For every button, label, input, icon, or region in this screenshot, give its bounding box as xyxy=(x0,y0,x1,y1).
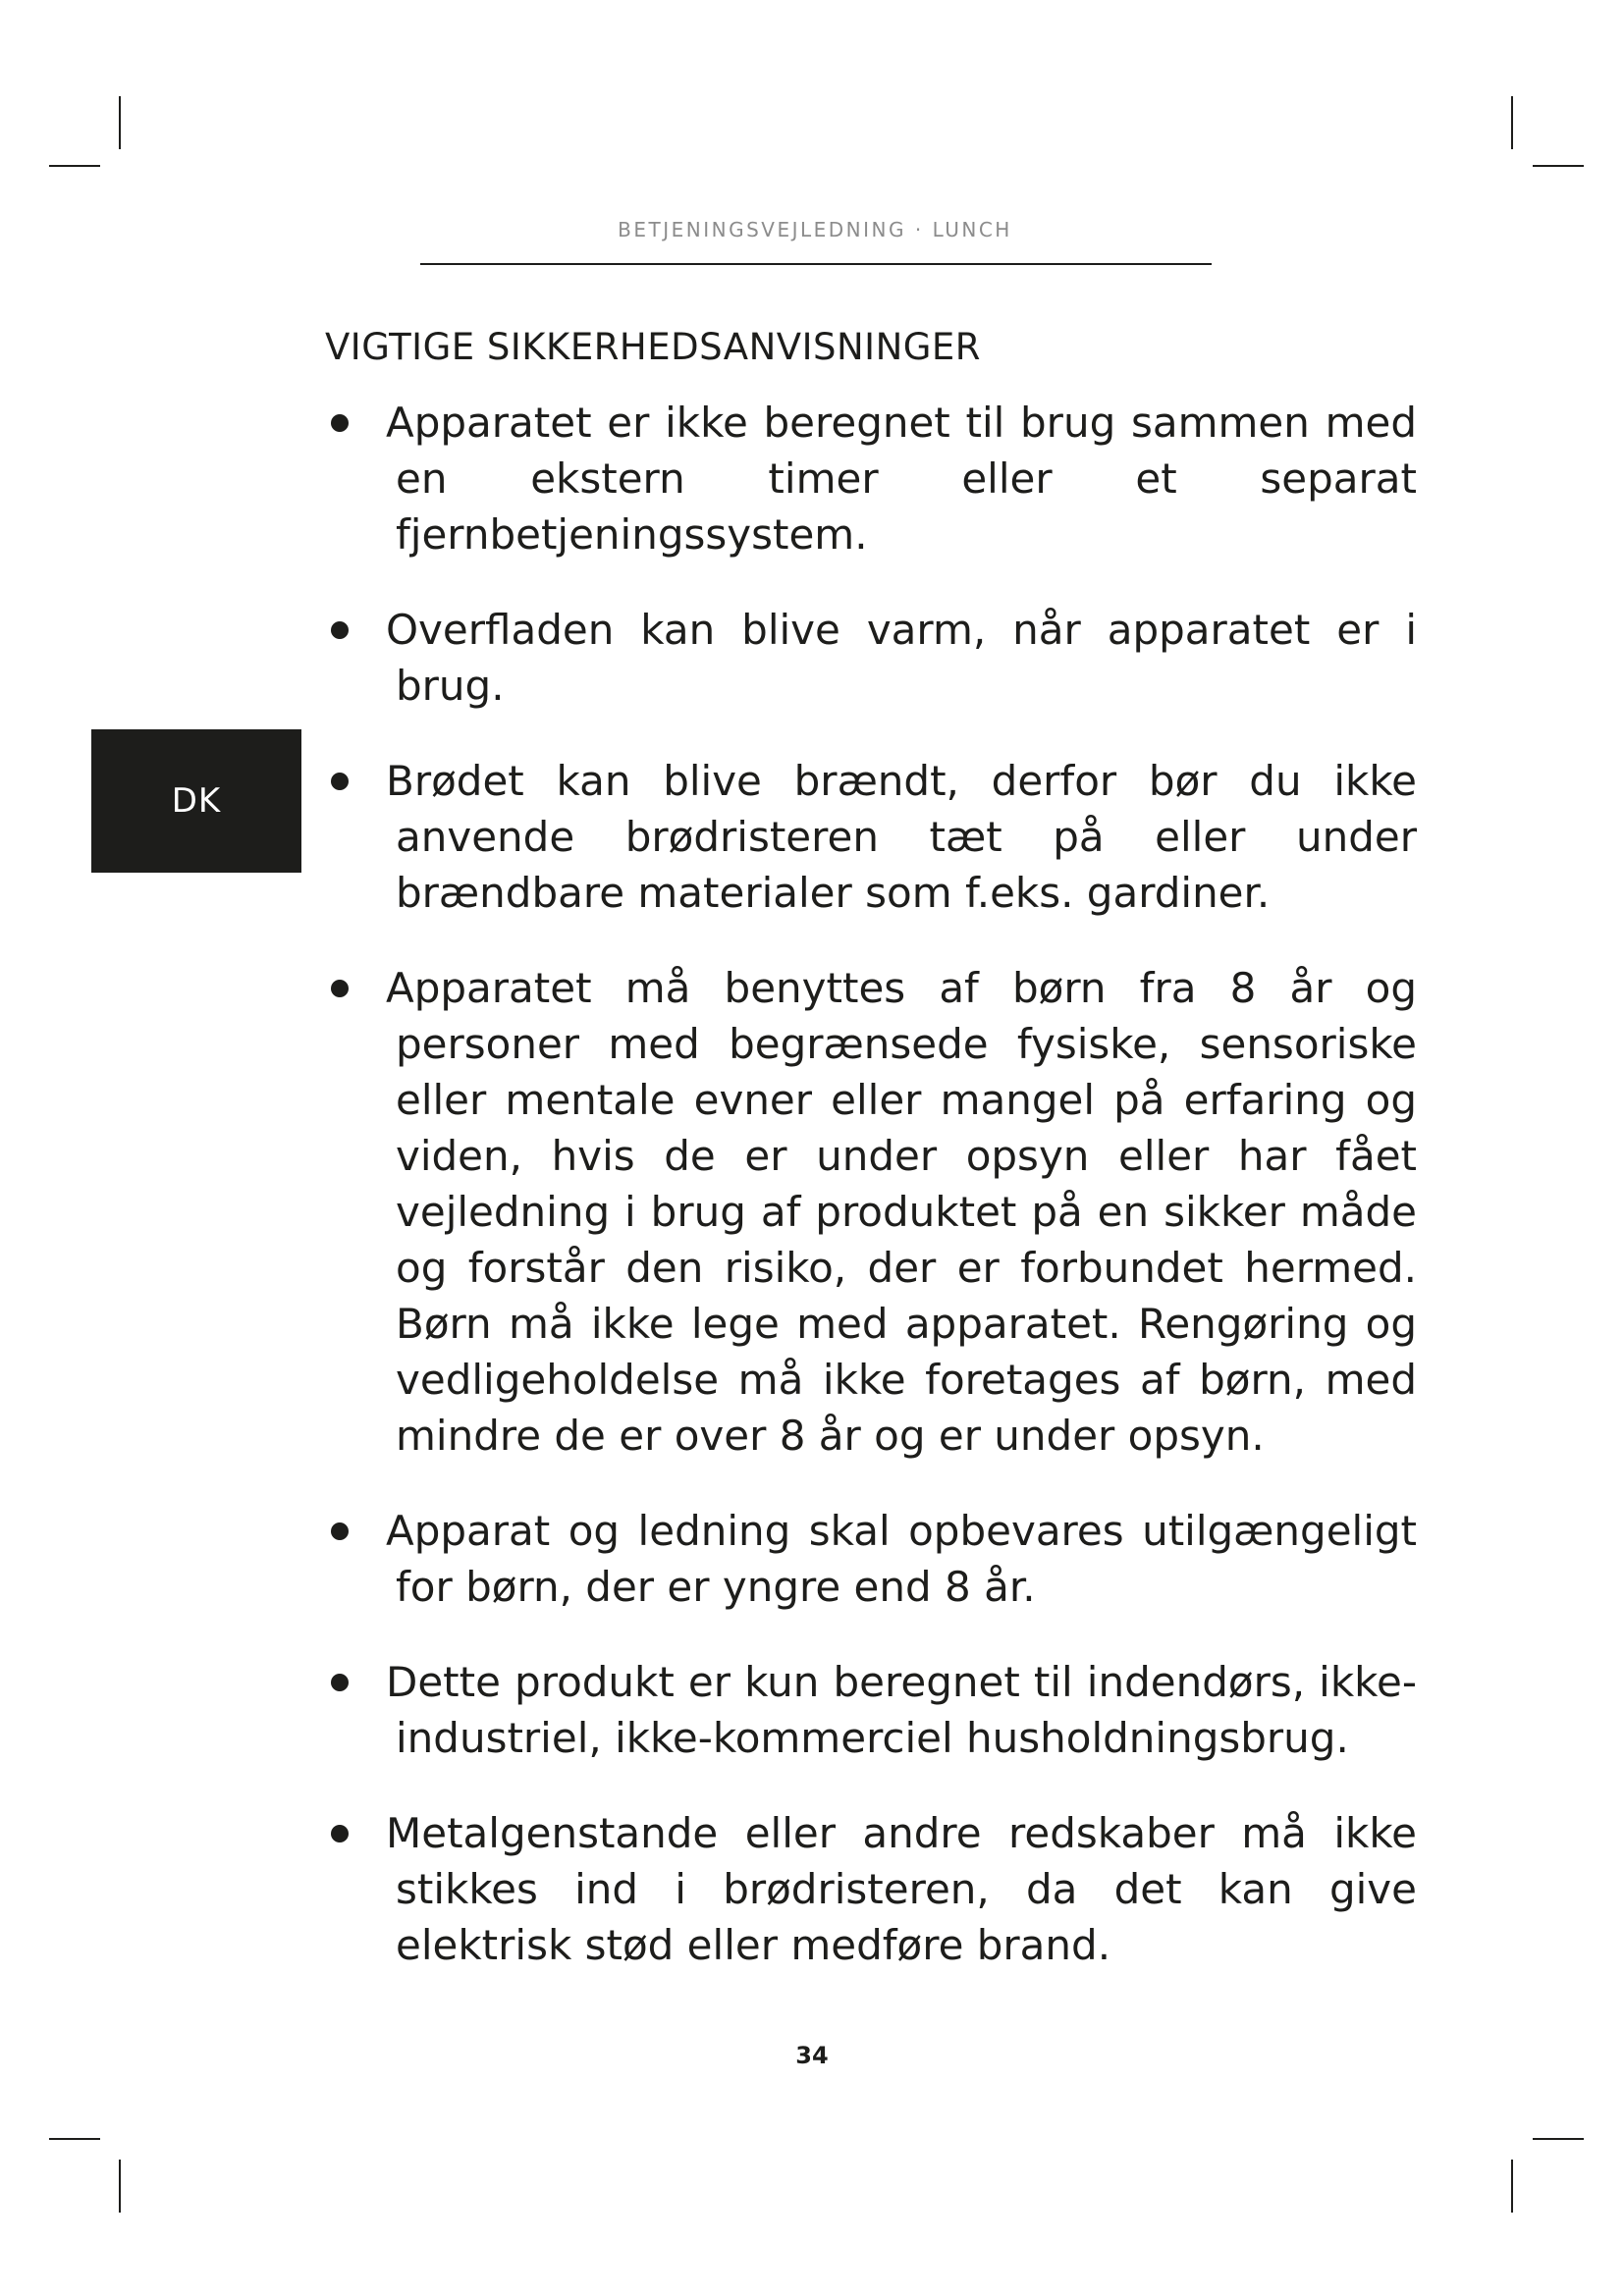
crop-mark-top-right-horizontal xyxy=(1533,165,1584,167)
safety-item-text: Apparatet må benyttes af børn fra 8 år og personer med begrænsede fysiske, sensoriske eller mentale evner eller mangel på erfaring og viden, hvis de er under opsyn eller har fået vejledning i brug af produktet på en sikker måde og forstår den risiko, der er forbundet hermed. Børn må ikke lege med apparatet. Rengøring og vedligeholdelse må ikke foretages af børn, med mindre de er over 8 år og er under opsyn. xyxy=(386,964,1417,1460)
language-tab-label: DK xyxy=(171,781,222,821)
language-tab xyxy=(91,729,301,873)
bullet-icon xyxy=(331,1522,349,1540)
crop-mark-top-left-horizontal xyxy=(49,165,100,167)
bullet-icon xyxy=(331,773,349,790)
crop-mark-top-left-vertical xyxy=(119,96,121,149)
safety-instructions-list xyxy=(327,395,1417,2012)
safety-item xyxy=(327,960,1417,1464)
safety-item xyxy=(327,1654,1417,1766)
crop-mark-top-right-vertical xyxy=(1511,96,1513,149)
safety-item-text: Overfladen kan blive varm, når apparatet er i brug. xyxy=(386,606,1417,710)
bullet-icon xyxy=(331,1674,349,1691)
safety-item-text: Dette produkt er kun beregnet til indendørs, ikke-industriel, ikke-kommerciel husholdningsbrug. xyxy=(386,1658,1417,1762)
header-divider xyxy=(420,263,1212,265)
running-header: BETJENINGSVEJLEDNING · LUNCH xyxy=(618,218,1012,241)
safety-item-text: Brødet kan blive brændt, derfor bør du ikke anvende brødristeren tæt på eller under brændbare materialer som f.eks. gardiner. xyxy=(386,757,1417,917)
page-number: 34 xyxy=(795,2042,829,2069)
safety-item xyxy=(327,1805,1417,1973)
crop-mark-bottom-left-horizontal xyxy=(49,2138,100,2140)
section-title: VIGTIGE SIKKERHEDSANVISNINGER xyxy=(325,326,981,368)
bullet-icon xyxy=(331,1825,349,1842)
safety-item-text: Apparatet er ikke beregnet til brug sammen med en ekstern timer eller et separat fjernbetjeningssystem. xyxy=(386,399,1417,559)
safety-item xyxy=(327,602,1417,714)
safety-item-text: Apparat og ledning skal opbevares utilgængeligt for børn, der er yngre end 8 år. xyxy=(386,1507,1417,1611)
crop-mark-bottom-right-vertical xyxy=(1511,2160,1513,2213)
safety-item xyxy=(327,1503,1417,1615)
bullet-icon xyxy=(331,980,349,997)
crop-mark-bottom-left-vertical xyxy=(119,2160,121,2213)
safety-item xyxy=(327,395,1417,562)
crop-mark-bottom-right-horizontal xyxy=(1533,2138,1584,2140)
safety-item xyxy=(327,753,1417,921)
bullet-icon xyxy=(331,621,349,639)
safety-item-text: Metalgenstande eller andre redskaber må ikke stikkes ind i brødristeren, da det kan give elektrisk stød eller medføre brand. xyxy=(386,1809,1417,1969)
bullet-icon xyxy=(331,414,349,432)
